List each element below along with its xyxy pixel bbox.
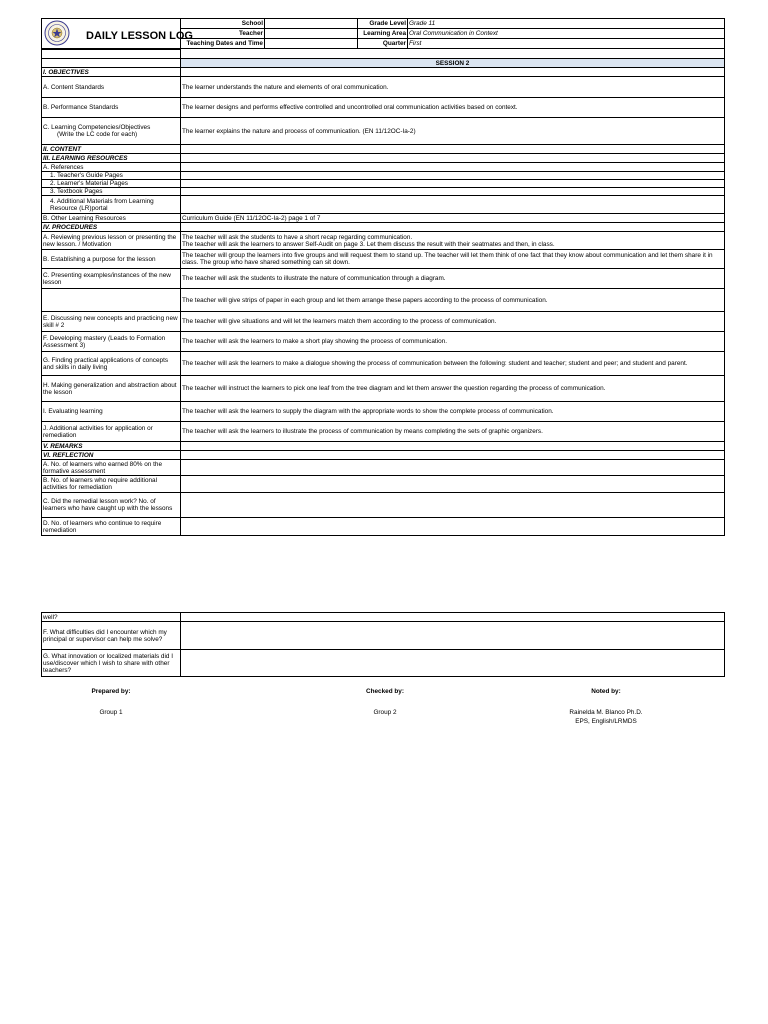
reflection-b-label: B. No. of learners who require additional activities for remediation xyxy=(42,476,181,493)
noted-by-name: Rainelda M. Blanco Ph.D. xyxy=(569,709,643,716)
teacher-label: Teacher xyxy=(181,29,265,39)
grade-level-label: Grade Level xyxy=(358,19,408,29)
additional-materials-line1: 4. Additional Materials from Learning xyxy=(50,197,154,205)
title-box xyxy=(41,18,181,50)
noted-by-label: Noted by: xyxy=(591,688,621,695)
page-title: DAILY LESSON LOG xyxy=(86,30,193,42)
school-label: School xyxy=(181,19,265,29)
session-header: SESSION 2 xyxy=(181,59,725,68)
content-heading: II. CONTENT xyxy=(42,145,181,154)
procedure-d-value[interactable]: The teacher will give strips of paper in each group and let them arrange these papers according to the process of communication. xyxy=(181,289,725,312)
teacher-field[interactable] xyxy=(265,29,358,39)
reflection-c-label: C. Did the remedial lesson work? No. of learners who have caught up with the lessons xyxy=(42,493,181,518)
reflection-f-label: F. What difficulties did I encounter which my principal or supervisor can help me solve? xyxy=(42,622,181,650)
checked-by-name: Group 2 xyxy=(373,709,397,716)
reflection-a-label: A. No. of learners who earned 80% on the formative assessment xyxy=(42,460,181,476)
procedure-g-label: G. Finding practical applications of concepts and skills in daily living xyxy=(42,352,181,376)
procedure-g-value[interactable]: The teacher will ask the learners to make a dialogue showing the process of communication between the following: student and teacher; student and peer; and student and parent. xyxy=(181,352,725,376)
procedure-a-label: A. Reviewing previous lesson or presenting the new lesson. / Motivation xyxy=(42,232,181,250)
content-standards-value[interactable]: The learner understands the nature and elements of oral communication. xyxy=(181,77,725,98)
procedure-e-value[interactable]: The teacher will give situations and will let the learners match them according to the process of communication. xyxy=(181,312,725,332)
additional-materials-line2: Resource (LR)portal xyxy=(50,204,108,212)
references-label: A. References xyxy=(42,163,181,172)
lesson-log-table xyxy=(41,48,725,536)
procedure-e-label: E. Discussing new concepts and practicing new skill # 2 xyxy=(42,312,181,332)
content-standards-label: A. Content Standards xyxy=(42,77,181,98)
other-resources-value[interactable]: Curriculum Guide (EN 11/12OC-Ia-2) page 1 of 7 xyxy=(181,214,725,223)
competencies-label-line1: C. Learning Competencies/Objectives xyxy=(43,124,151,131)
competencies-label-line2: (Write the LC code for each) xyxy=(57,131,138,138)
performance-standards-value[interactable]: The learner designs and performs effective controlled and uncontrolled oral communication activities based on context. xyxy=(181,98,725,118)
procedure-i-label: I. Evaluating learning xyxy=(42,402,181,422)
teaching-dates-field[interactable] xyxy=(265,39,358,49)
competencies-label xyxy=(42,118,181,145)
quarter-label: Quarter xyxy=(358,39,408,49)
procedure-b-label: B. Establishing a purpose for the lesson xyxy=(42,250,181,269)
procedure-b-value[interactable]: The teacher will group the learners into five groups and will request them to stand up. The teacher will let them think of one fact that they know about communication and let them share it in class. The group who have shared something can sit down. xyxy=(181,250,725,269)
procedure-a-value xyxy=(181,232,725,250)
objectives-heading: I. OBJECTIVES xyxy=(42,68,181,77)
procedure-f-label: F. Developing mastery (Leads to Formation Assessment 3) xyxy=(42,332,181,352)
procedure-f-value[interactable]: The teacher will ask the learners to make a short play showing the process of communication. xyxy=(181,332,725,352)
reflection-g-label: G. What innovation or localized materials did I use/discover which I wish to share with other teachers? xyxy=(42,650,181,677)
procedure-j-value[interactable]: The teacher will ask the learners to illustrate the process of communication by means completing the sets of graphic organizers. xyxy=(181,422,725,442)
remarks-heading: V. REMARKS xyxy=(42,442,181,451)
grade-level-field[interactable]: Grade 11 xyxy=(408,19,725,29)
header-table xyxy=(180,18,725,49)
procedure-a-line1[interactable]: The teacher will ask the students to have a short recap regarding communication. xyxy=(182,233,413,241)
reflection-e-tail: well? xyxy=(42,613,181,622)
learning-resources-heading: III. LEARNING RESOURCES xyxy=(42,154,181,163)
tg-pages-label: 1. Teacher's Guide Pages xyxy=(42,172,181,180)
checked-by-label: Checked by: xyxy=(365,688,404,695)
performance-standards-label: B. Performance Standards xyxy=(42,98,181,118)
other-resources-label: B. Other Learning Resources xyxy=(42,214,181,223)
procedure-i-value[interactable]: The teacher will ask the learners to supply the diagram with the appropriate words to show the complete process of communication. xyxy=(181,402,725,422)
procedure-c-value[interactable]: The teacher will ask the students to illustrate the nature of communication through a diagram. xyxy=(181,269,725,289)
prepared-by-label: Prepared by: xyxy=(91,688,131,695)
additional-materials-label xyxy=(42,196,181,214)
quarter-field[interactable]: First xyxy=(408,39,725,49)
procedure-a-line2[interactable]: The teacher will ask the learners to answer Self-Audit on page 3. Let them discuss the result with their seatmates and then, in class. xyxy=(182,240,555,248)
textbook-pages-label: 3. Textbook Pages xyxy=(42,188,181,196)
learning-area-label: Learning Area xyxy=(358,29,408,39)
reflection-d-label: D. No. of learners who continue to require remediation xyxy=(42,518,181,536)
school-field[interactable] xyxy=(265,19,358,29)
learning-area-field[interactable]: Oral Communication in Context xyxy=(408,29,725,39)
prepared-by-name: Group 1 xyxy=(99,709,123,716)
reflection-continued-table xyxy=(41,612,725,677)
procedure-h-label: H. Making generalization and abstraction about the lesson xyxy=(42,376,181,402)
procedure-h-value[interactable]: The teacher will instruct the learners to pick one leaf from the tree diagram and let them answer the question regarding the process of communication. xyxy=(181,376,725,402)
procedure-j-label: J. Additional activities for application or remediation xyxy=(42,422,181,442)
teaching-dates-label: Teaching Dates and Time xyxy=(181,39,265,49)
competencies-value[interactable]: The learner explains the nature and process of communication. (EN 11/12OC-Ia-2) xyxy=(181,118,725,145)
procedure-c-label: C. Presenting examples/instances of the new lesson xyxy=(42,269,181,289)
procedures-heading: IV. PROCEDURES xyxy=(42,223,181,232)
reflection-heading: VI. REFLECTION xyxy=(42,451,181,460)
noted-by-title: EPS, English/LRMDS xyxy=(575,718,637,725)
lm-pages-label: 2. Learner's Material Pages xyxy=(42,180,181,188)
